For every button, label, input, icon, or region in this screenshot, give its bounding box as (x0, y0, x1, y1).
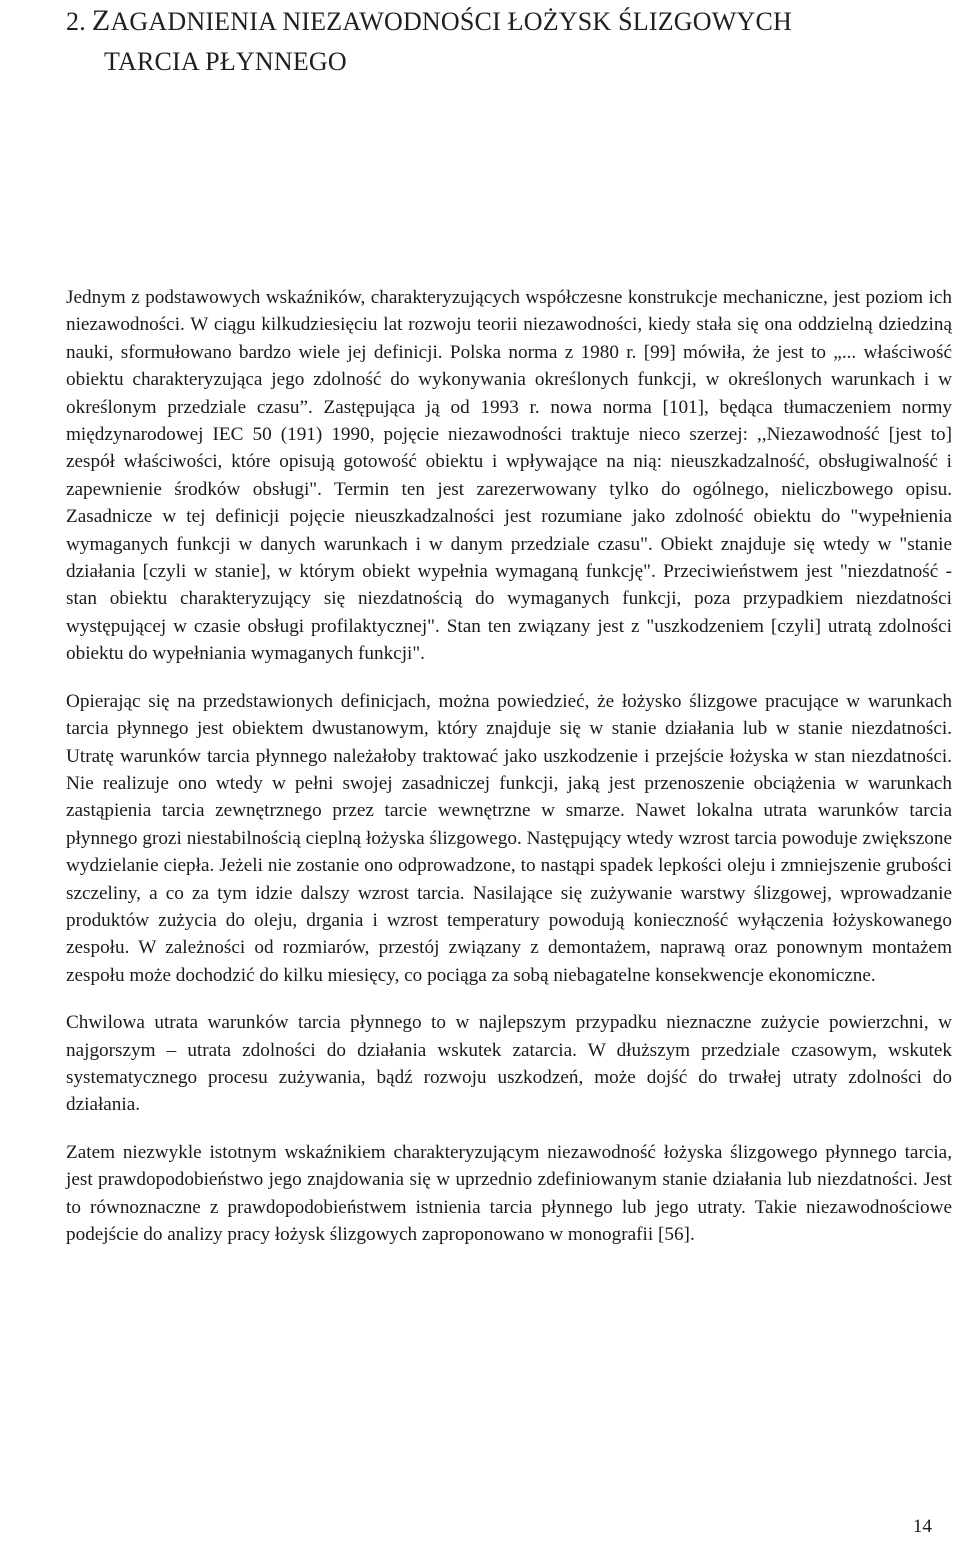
paragraph-temporary-loss (66, 1009, 952, 1119)
page-number: 14 (912, 1516, 932, 1537)
paragraph-two-state-object (66, 688, 952, 989)
paragraph-conclusion (66, 1139, 952, 1249)
paragraph-text: Jednym z podstawowych wskaźników, charakteryzujących współczesne konstrukcje mechaniczne, jest poziom ich niezawodności. W ciągu kilkudziesięciu lat rozwoju teorii niezawodności, kiedy stała się ona oddzielną dziedziną nauki, sformułowano bardzo wiele jej definicji. Polska norma z 1980 r. [99] mówiła, że jest to „... właściwość obiektu charakteryzująca jego zdolność do wykonywania określonych funkcji, w określonych warunkach i w określonym przedziale czasu”. Zastępująca ją od 1993 r. nowa norma [101], będąca tłumaczeniem normy międzynarodowej IEC 50 (191) 1990, pojęcie niezawodności traktuje nieco szerzej: ,,Niezawodność [jest to] zespół właściwości, które opisują gotowość obiektu i wpływające na nią: nieuszkadzalność, obsługiwalność i zapewnienie środków obsługi". Termin ten jest zarezerwowany tylko do ogólnego, nieliczbowego opisu. Zasadnicze w tej definicji pojęcie nieuszkadzalności jest rozumiane jako zdolność obiektu do "wypełnienia wymaganych funkcji w danych warunkach i w danym przedziale czasu". Obiekt znajduje się wtedy w "stanie działania [czyli w stanie], w którym obiekt wypełnia wymaganą funkcję". Przeciwieństwem jest "niezdatność - stan obiektu charakteryzujący się niezdatnością do wymaganych funkcji, poza przypadkiem niezdatności występującej w czasie obsługi profilaktycznej". Stan ten związany jest z "uszkodzeniem [czyli] utratą zdolności obiektu do wypełniania wymaganych funkcji". (66, 287, 952, 665)
paragraph-reliability-definitions (66, 284, 952, 668)
paragraph-text: Opierając się na przedstawionych definicjach, można powiedzieć, że łożysko ślizgowe pracujące w warunkach tarcia płynnego jest obiektem dwustanowym, który znajduje się w stanie działania lub w stanie niezdatności. Utratę warunków tarcia płynnego należałoby traktować jako uszkodzenie i przejście łożyska w stan niezdatności. Nie realizuje ono wtedy w pełni swojej zasadniczej funkcji, jaką jest przenoszenie obciążenia w warunkach zastąpienia tarcia zewnętrznego przez tarcie wewnętrzne w smarze. Nawet lokalna utrata warunków tarcia płynnego grozi niestabilnością cieplną łożyska ślizgowego. Następujący wtedy wzrost tarcia powoduje zwiększone wydzielanie ciepła. Jeżeli nie zostanie ono odprowadzone, to nastąpi spadek lepkości oleju i zmniejszenie grubości szczeliny, a co za tym idzie dalszy wzrost tarcia. Nasilające się zużywanie warstwy ślizgowej, wprowadzanie produktów zużycia do oleju, drgania i wzrost temperatury powodują konieczność wyłączenia łożyskowanego zespołu. W zależności od rozmiarów, przestój związany z demontażem, naprawą oraz ponownym montażem zespołu może dochodzić do kilku miesięcy, co pociąga za sobą niebagatelne konsekwencje ekonomiczne. (66, 690, 952, 986)
chapter-title-line2: TARCIA PŁYNNEGO (104, 47, 347, 76)
paragraph-text: Zatem niezwykle istotnym wskaźnikiem charakteryzującym niezawodność łożyska ślizgowego płynnego tarcia, jest prawdopodobieństwo jego znajdowania się w uprzednio zdefiniowanym stanie działania lub niezdatności. Jest to równoznaczne z prawdopodobieństwem istnienia tarcia płynnego lub jego utraty. Takie niezawodnościowe podejście do analizy pracy łożysk ślizgowych zaproponowano w monografii [56]. (66, 1141, 952, 1245)
chapter-title-line1: ZAGADNIENIA NIEZAWODNOŚCI ŁOŻYSK ŚLIZGOWYCH (91, 4, 792, 37)
chapter-heading (66, 0, 946, 83)
paragraph-text: Chwilowa utrata warunków tarcia płynnego to w najlepszym przypadku nieznaczne zużycie powierzchni, w najgorszym – utrata zdolności do działania wskutek zatarcia. W dłuższym przedziale czasowym, wskutek systematycznego procesu zużywania, bądź rozwoju uszkodzeń, może dojść do trwałej utraty zdolności do działania. (66, 1012, 952, 1116)
body-text (66, 284, 952, 1268)
chapter-number: 2. (66, 7, 86, 36)
